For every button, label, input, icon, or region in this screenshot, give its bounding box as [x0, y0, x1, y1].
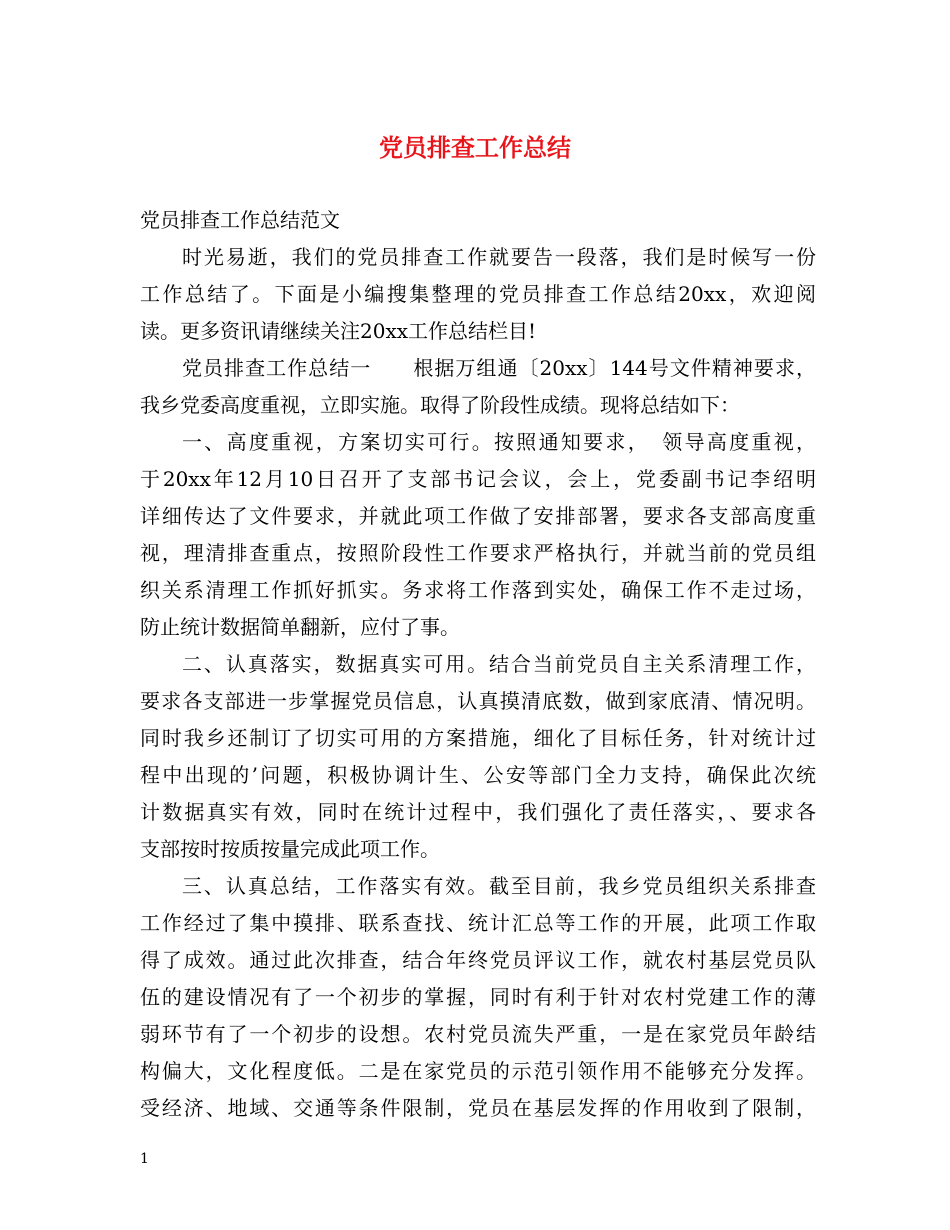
text-line: 视，理清排查重点，按照阶段性工作要求严格执行，并就当前的党员组	[140, 541, 816, 565]
text-line: 防止统计数据简单翻新，应付了事。	[140, 615, 460, 639]
text-line: 程中出现的’问题，积极协调计生、公安等部门全力支持，确保此次统	[140, 763, 816, 787]
text-line: 支部按时按质按量完成此项工作。	[140, 837, 440, 861]
text-line: 工作经过了集中摸排、联系查找、统计汇总等工作的开展，此项工作取	[140, 911, 816, 935]
text-line: 一、高度重视，方案切实可行。按照通知要求， 领导高度重视，	[182, 430, 816, 454]
text-line: 详细传达了文件要求，并就此项工作做了安排部署，要求各支部高度重	[140, 504, 816, 528]
document-body	[140, 202, 816, 1127]
text-line: 计数据真实有效，同时在统计过程中，我们强化了责任落实，、要求各	[140, 800, 816, 824]
document-title: 党员排查工作总结	[379, 133, 571, 162]
text-line: 构偏大，文化程度低。二是在家党员的示范引领作用不能够充分发挥。	[140, 1059, 816, 1083]
text-line: 工作总结了。下面是小编搜集整理的党员排查工作总结20xx，欢迎阅	[140, 282, 816, 306]
text-line: 伍的建设情况有了一个初步的掌握，同时有利于针对农村党建工作的薄	[140, 985, 816, 1009]
text-line: 得了成效。通过此次排查，结合年终党员评议工作，就农村基层党员队	[140, 948, 816, 972]
text-line: 弱环节有了一个初步的设想。农村党员流失严重，一是在家党员年龄结	[140, 1022, 816, 1046]
text-line: 党员排查工作总结一 根据万组通〔20xx〕144号文件精神要求，	[182, 356, 816, 380]
text-line: 二、认真落实，数据真实可用。结合当前党员自主关系清理工作，	[182, 652, 816, 676]
text-line: 同时我乡还制订了切实可用的方案措施，细化了目标任务，针对统计过	[140, 726, 816, 750]
page-number: 1	[140, 1151, 149, 1167]
text-line: 时光易逝，我们的党员排查工作就要告一段落，我们是时候写一份	[182, 245, 816, 269]
text-line: 三、认真总结，工作落实有效。截至目前，我乡党员组织关系排查	[182, 874, 816, 898]
text-line: 要求各支部进一步掌握党员信息，认真摸清底数，做到家底清、情况明。	[140, 689, 816, 713]
text-line: 我乡党委高度重视，立即实施。取得了阶段性成绩。现将总结如下：	[140, 393, 740, 417]
text-line: 党员排查工作总结范文	[140, 208, 340, 232]
text-line: 受经济、地域、交通等条件限制，党员在基层发挥的作用收到了限制，	[140, 1096, 816, 1120]
text-line: 织关系清理工作抓好抓实。务求将工作落到实处，确保工作不走过场，	[140, 578, 816, 602]
text-line: 读。更多资讯请继续关注20xx工作总结栏目!	[140, 319, 537, 343]
text-line: 于20xx年12月10日召开了支部书记会议，会上，党委副书记李绍明	[140, 467, 816, 491]
